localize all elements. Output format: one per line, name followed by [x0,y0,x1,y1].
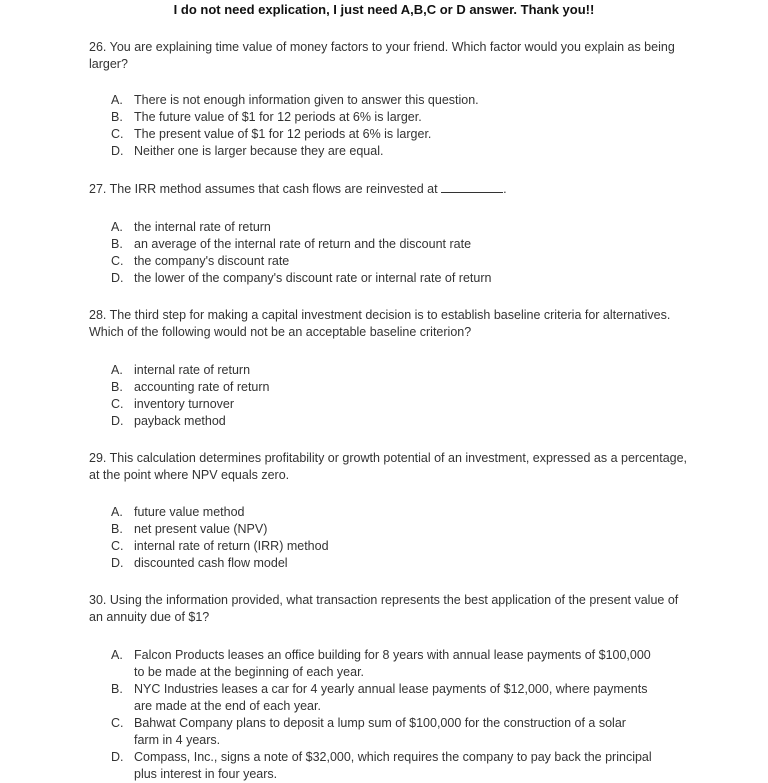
question-number: 28. [89,308,107,322]
option-d[interactable]: D. discounted cash flow model [111,556,288,570]
question-number: 29. [89,451,107,465]
question-text: 26. You are explaining time value of money factors to your friend. Which factor would you explain as being larger? [89,40,675,71]
option-d[interactable]: D. the lower of the company's discount rate or internal rate of return [111,271,492,285]
options-list [89,92,689,160]
option-a[interactable]: A. the internal rate of return [111,220,271,234]
question-26 [89,39,689,160]
question-number: 27. [89,182,107,196]
option-d[interactable]: D. Compass, Inc., signs a note of $32,000, which requires the company to pay back the principal plus interest in four years. [111,750,652,781]
option-d[interactable]: D. Neither one is larger because they are equal. [111,144,384,158]
page-header: I do not need explication, I just need A,B,C or D answer. Thank you!! [173,2,595,17]
question-number: 30. [89,593,107,607]
option-a[interactable]: A. There is not enough information given to answer this question. [111,93,479,107]
option-b[interactable]: B. accounting rate of return [111,380,270,394]
question-text: 29. This calculation determines profitability or growth potential of an investment, expressed as a percentage, at the point where NPV equals zero. [89,451,688,482]
options-list [89,362,689,430]
question-number: 26. [89,40,107,54]
option-a[interactable]: A. future value method [111,505,245,519]
option-b[interactable]: B. NYC Industries leases a car for 4 yearly annual lease payments of $12,000, where payments are made at the end of each year. [111,682,648,713]
question-28 [89,307,689,430]
question-30 [89,592,689,783]
question-text: 27. The IRR method assumes that cash flows are reinvested at . [89,182,507,196]
option-c[interactable]: C. the company's discount rate [111,254,290,268]
question-27 [89,181,689,287]
options-list [89,219,689,287]
question-29 [89,450,689,572]
options-list [89,647,689,783]
option-b[interactable]: B. net present value (NPV) [111,522,268,536]
option-a[interactable]: A. Falcon Products leases an office building for 8 years with annual lease payments of $100,000 to be made at the beginning of each year. [111,648,651,679]
options-list [89,504,689,572]
option-b[interactable]: B. an average of the internal rate of return and the discount rate [111,237,472,251]
option-b[interactable]: B. The future value of $1 for 12 periods at 6% is larger. [111,110,422,124]
option-c[interactable]: C. internal rate of return (IRR) method [111,539,329,553]
option-a[interactable]: A. internal rate of return [111,363,251,377]
answer-blank [441,181,503,193]
option-c[interactable]: C. Bahwat Company plans to deposit a lump sum of $100,000 for the construction of a solar farm in 4 years. [111,716,626,747]
option-c[interactable]: C. The present value of $1 for 12 periods at 6% is larger. [111,127,432,141]
question-text: 30. Using the information provided, what transaction represents the best application of the present value of an annuity due of $1? [89,593,679,624]
question-text: 28. The third step for making a capital investment decision is to establish baseline criteria for alternatives. Which of the following would not be an acceptable baseline criterion? [89,308,671,339]
option-c[interactable]: C. inventory turnover [111,397,235,411]
option-d[interactable]: D. payback method [111,414,226,428]
